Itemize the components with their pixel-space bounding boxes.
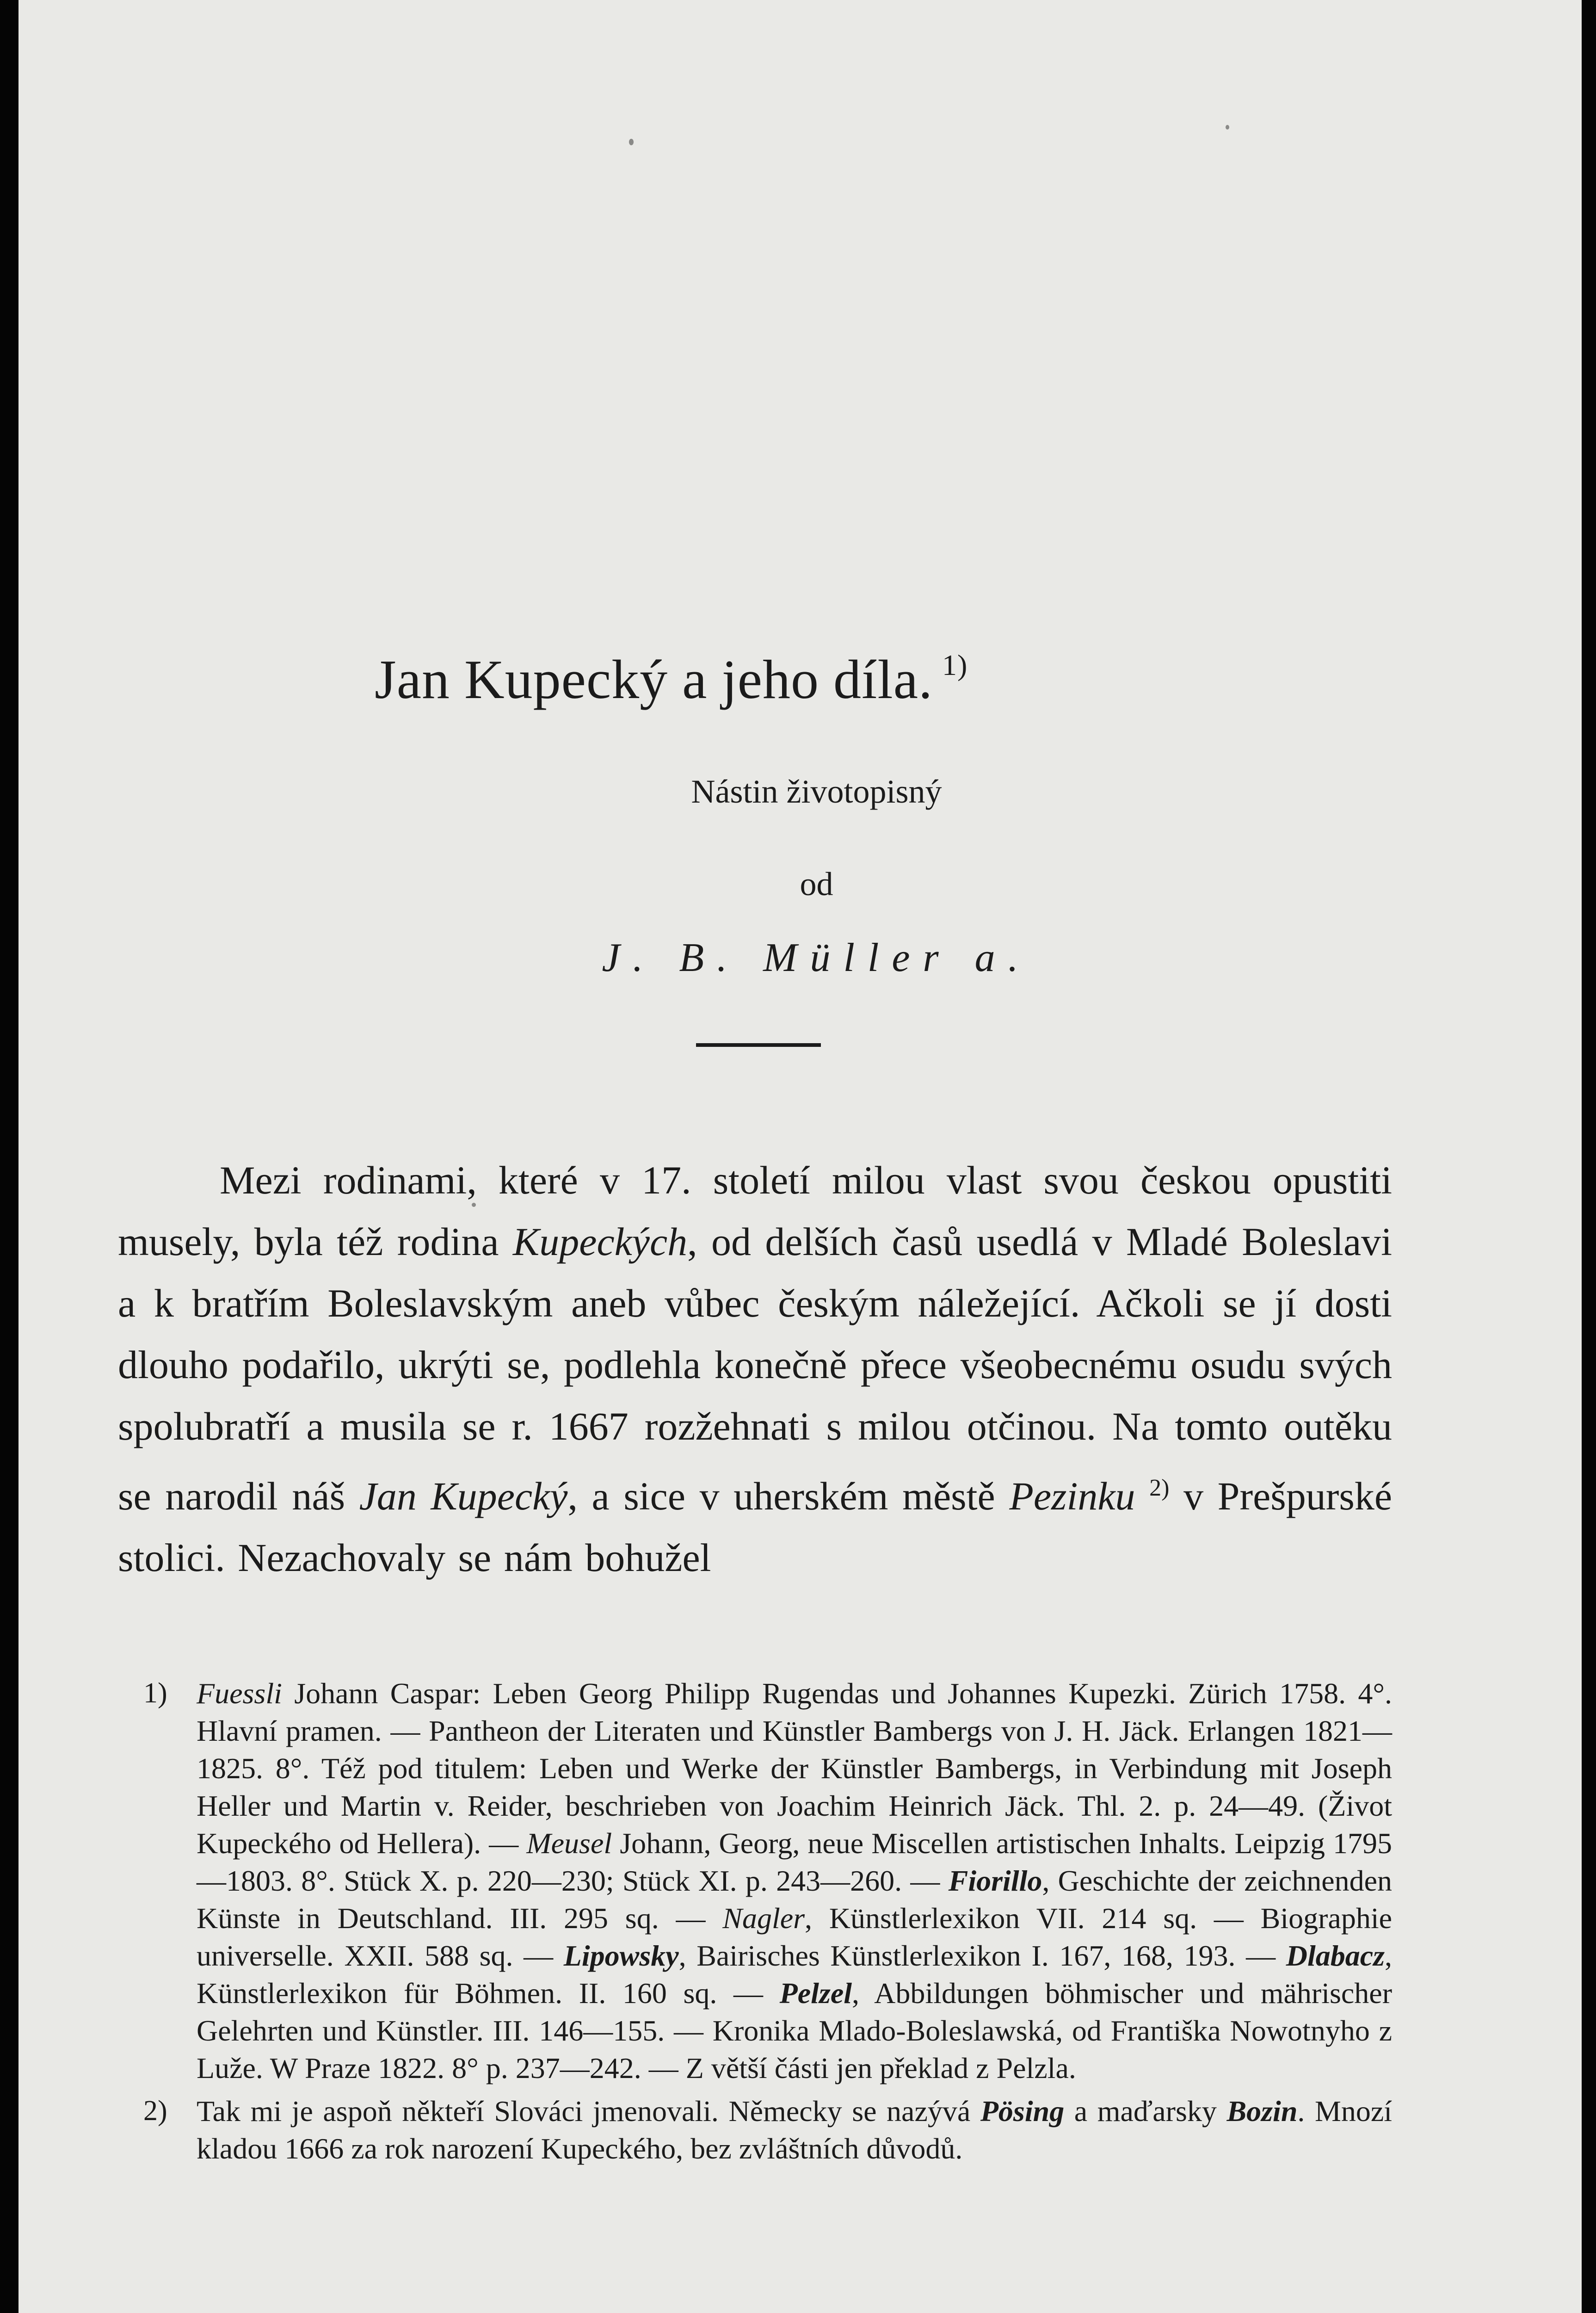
fn2-text-1: Tak mi je aspoň někteří Slováci jmenovali. Německy se nazývá	[197, 2095, 971, 2127]
fn2-text-2: a maďarsky	[1074, 2095, 1217, 2127]
body-jan-kupecky: Jan Kupecký	[359, 1474, 568, 1518]
fn2-text-3: . Mnozí kladou 1666 za rok narození Kupeckého, bez zvláštních důvodů.	[197, 2095, 1393, 2165]
fn1-text-6: , Künstlerlexikon für Böhmen. II. 160 sq. —	[197, 1939, 1393, 2010]
fn1-text-2: Johann, Georg, neue Miscellen artistischen Inhalts. Leipzig 1795—1803. 8°. Stück X. p. 220—230; Stück XI. p. 243—260. —	[197, 1827, 1393, 1897]
author-name: J. B. Müller a.	[602, 935, 1031, 980]
body-paragraph	[118, 1150, 1392, 1589]
body-segment-4: v Prešpurské stolici. Nezachovaly se nám bohužel	[118, 1474, 1393, 1580]
footnote-1-mark: 1)	[143, 1677, 167, 1709]
body-footnote-ref-2: 2)	[1149, 1475, 1170, 1501]
body-segment-1: Mezi rodinami, které v 17. století milou vlast svou českou opustiti musely, byla též rodina	[118, 1158, 1392, 1264]
title-divider	[696, 1043, 821, 1047]
body-segment-2: , od delších časů usedlá v Mladé Boleslavi a k bratřím Boleslavským aneb vůbec českým náležející. Ačkoli se jí dosti dlouho podařilo, ukrýti se, podlehla konečně přece všeobecnému osudu svých spolubratří a musila se r. 1667 rozžehnati s milou otčinou. Na tomto outěku se narodil náš	[118, 1219, 1393, 1518]
body-pezinku: Pezinku	[1009, 1474, 1135, 1518]
fn1-text-7: , Abbildungen böhmischer und mährischer Gelehrten und Künstler. III. 146—155. — Kronika Mlado-Boleslawská, od Františka Nowotnyho z Luže. W Praze 1822. 8° p. 237—242. — Z větší části jen překlad z Pelzla.	[197, 1977, 1393, 2084]
fn1-lipowsky: Lipowsky	[563, 1939, 679, 1972]
footnote-2-mark: 2)	[143, 2095, 167, 2127]
fn1-text-1: Johann Caspar: Leben Georg Philipp Rugendas und Johannes Kupezki. Zürich 1758. 4°. Hlavní pramen. — Pantheon der Literaten und Künstler Bambergs von J. H. Jäck. Erlangen 1821—1825. 8°. Též pod titulem: Leben und Werke der Künstler Bambergs, in Verbindung mit Joseph Heller und Martin v. Reider, beschrieben von Joachim Heinrich Jäck. Thl. 2. p. 24—49. (Život Kupeckého od Hellera). —	[197, 1677, 1393, 1860]
paper-speck	[472, 1203, 476, 1207]
fn1-text-3: , Geschichte der zeichnenden Künste in Deutschland. III. 295 sq. —	[197, 1864, 1393, 1935]
fn1-text-4: , Künstlerlexikon VII. 214 sq. — Biographie universelle. XXII. 588 sq. —	[197, 1902, 1393, 1972]
body-kupeckych: Kupeckých	[512, 1219, 688, 1264]
footnote-2	[143, 2092, 1392, 2167]
fn1-text-5: , Bairisches Künstlerlexikon I. 167, 168, 193. —	[678, 1939, 1276, 1972]
fn1-fuessli: Fuessli	[197, 1677, 282, 1710]
title-footnote-ref: 1)	[942, 649, 968, 681]
byline-od: od	[800, 866, 833, 903]
fn1-pelzel: Pelzel	[779, 1977, 852, 2010]
footnote-1	[143, 1675, 1392, 2087]
fn2-bozin: Bozin	[1226, 2095, 1298, 2127]
body-segment-3: , a sice v uherském městě	[567, 1474, 995, 1518]
paper-speck	[629, 139, 634, 145]
article-title	[375, 648, 967, 711]
fn1-dlabacz: Dlabacz	[1286, 1939, 1385, 1972]
fn1-fiorillo: Fiorillo	[948, 1864, 1042, 1897]
fn1-meusel: Meusel	[526, 1827, 612, 1860]
fn1-nagler: Nagler	[722, 1902, 805, 1935]
title-text: Jan Kupecký a jeho díla.	[375, 649, 933, 710]
body-text	[118, 1150, 1392, 1589]
footnotes	[143, 1675, 1392, 2173]
fn2-posing: Pösing	[980, 2095, 1065, 2127]
book-page	[18, 0, 1582, 2313]
subtitle: Nástin životopisný	[691, 773, 942, 810]
paper-speck	[1226, 125, 1229, 130]
